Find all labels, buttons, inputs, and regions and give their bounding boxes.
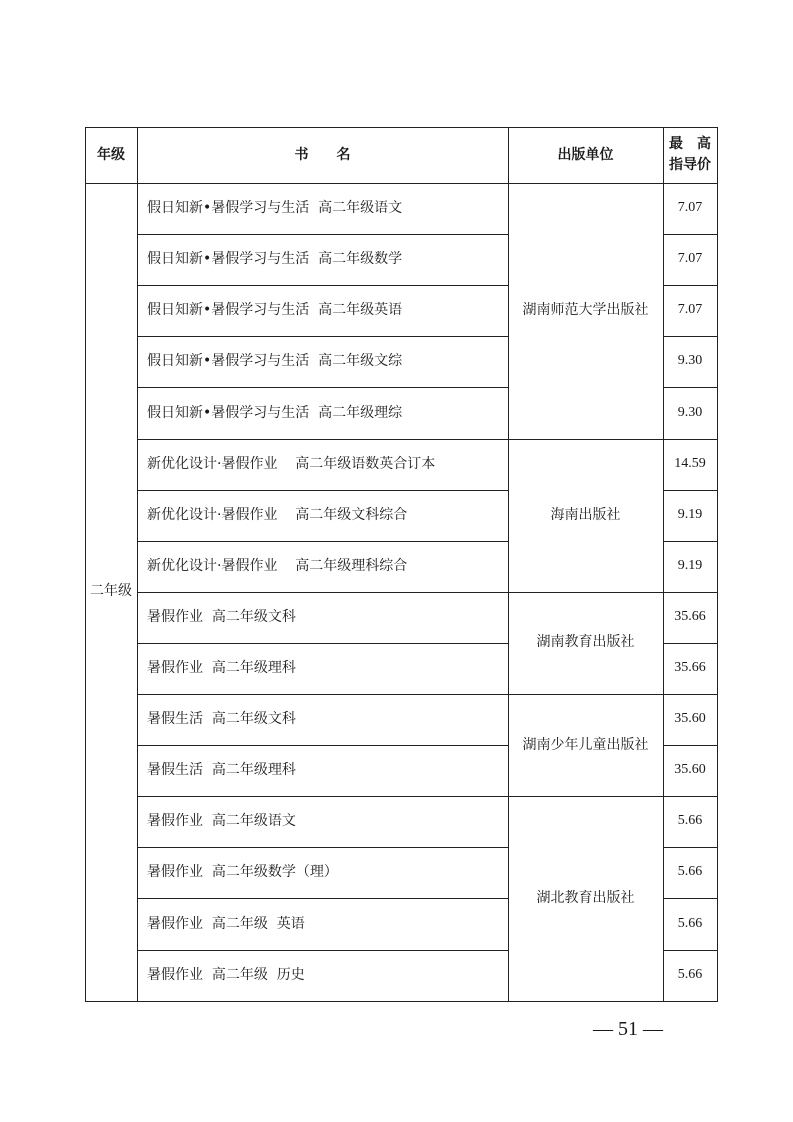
header-publisher: 出版单位 [557, 146, 614, 163]
book-title: 新优化设计·暑假作业 高二年级语数英合订本 [147, 455, 436, 472]
max-price: 5.66 [677, 915, 703, 931]
max-price: 5.66 [677, 813, 703, 829]
header-max-price [663, 127, 717, 183]
book-title: 暑假作业 高二年级 英语 [147, 915, 305, 932]
max-price: 7.07 [677, 200, 703, 216]
book-title: 暑假生活 高二年级理科 [147, 762, 296, 779]
publisher-cell: 湖南师范大学出版社 [522, 302, 649, 319]
publisher-cell: 海南出版社 [550, 506, 621, 523]
book-title: 暑假生活 高二年级文科 [147, 711, 296, 728]
publisher-cell: 湖南少年儿童出版社 [522, 736, 649, 753]
max-price: 9.19 [677, 557, 703, 573]
book-title: 暑假作业 高二年级文科 [147, 608, 296, 625]
max-price: 35.60 [674, 762, 706, 778]
header-max-price-line1: 最 高 [669, 136, 711, 152]
max-price: 7.07 [677, 302, 703, 318]
max-price: 14.59 [674, 455, 706, 471]
book-title: 暑假作业 高二年级理科 [147, 660, 296, 677]
max-price: 9.30 [677, 404, 703, 420]
publisher-cell: 湖南教育出版社 [536, 634, 635, 651]
max-price: 9.30 [677, 353, 703, 369]
publisher-cell: 湖北教育出版社 [536, 889, 635, 906]
max-price: 35.66 [674, 608, 706, 624]
max-price: 5.66 [677, 966, 703, 982]
book-title: 暑假作业 高二年级语文 [147, 813, 296, 830]
max-price: 7.07 [677, 251, 703, 267]
book-title: 假日知新•暑假学习与生活 高二年级数学 [147, 251, 403, 268]
book-title: 假日知新•暑假学习与生活 高二年级英语 [147, 302, 403, 319]
table-rule [717, 127, 718, 1002]
header-grade: 年级 [97, 146, 125, 163]
book-title: 假日知新•暑假学习与生活 高二年级语文 [147, 200, 403, 217]
book-title: 假日知新•暑假学习与生活 高二年级文综 [147, 353, 403, 370]
max-price: 35.66 [674, 660, 706, 676]
page-number: — 51 — [593, 1018, 663, 1040]
max-price: 9.19 [677, 506, 703, 522]
max-price: 5.66 [677, 864, 703, 880]
book-title: 新优化设计·暑假作业 高二年级理科综合 [147, 557, 408, 574]
book-title: 新优化设计·暑假作业 高二年级文科综合 [147, 506, 408, 523]
header-book-title: 书 名 [294, 146, 351, 163]
max-price: 35.60 [674, 711, 706, 727]
table-rule [85, 1001, 718, 1002]
book-title: 暑假作业 高二年级 历史 [147, 966, 305, 983]
book-title: 暑假作业 高二年级数学（理） [147, 864, 338, 881]
grade-cell: 二年级 [90, 583, 132, 600]
header-max-price-line2: 指导价 [669, 157, 711, 173]
book-title: 假日知新•暑假学习与生活 高二年级理综 [147, 404, 403, 421]
